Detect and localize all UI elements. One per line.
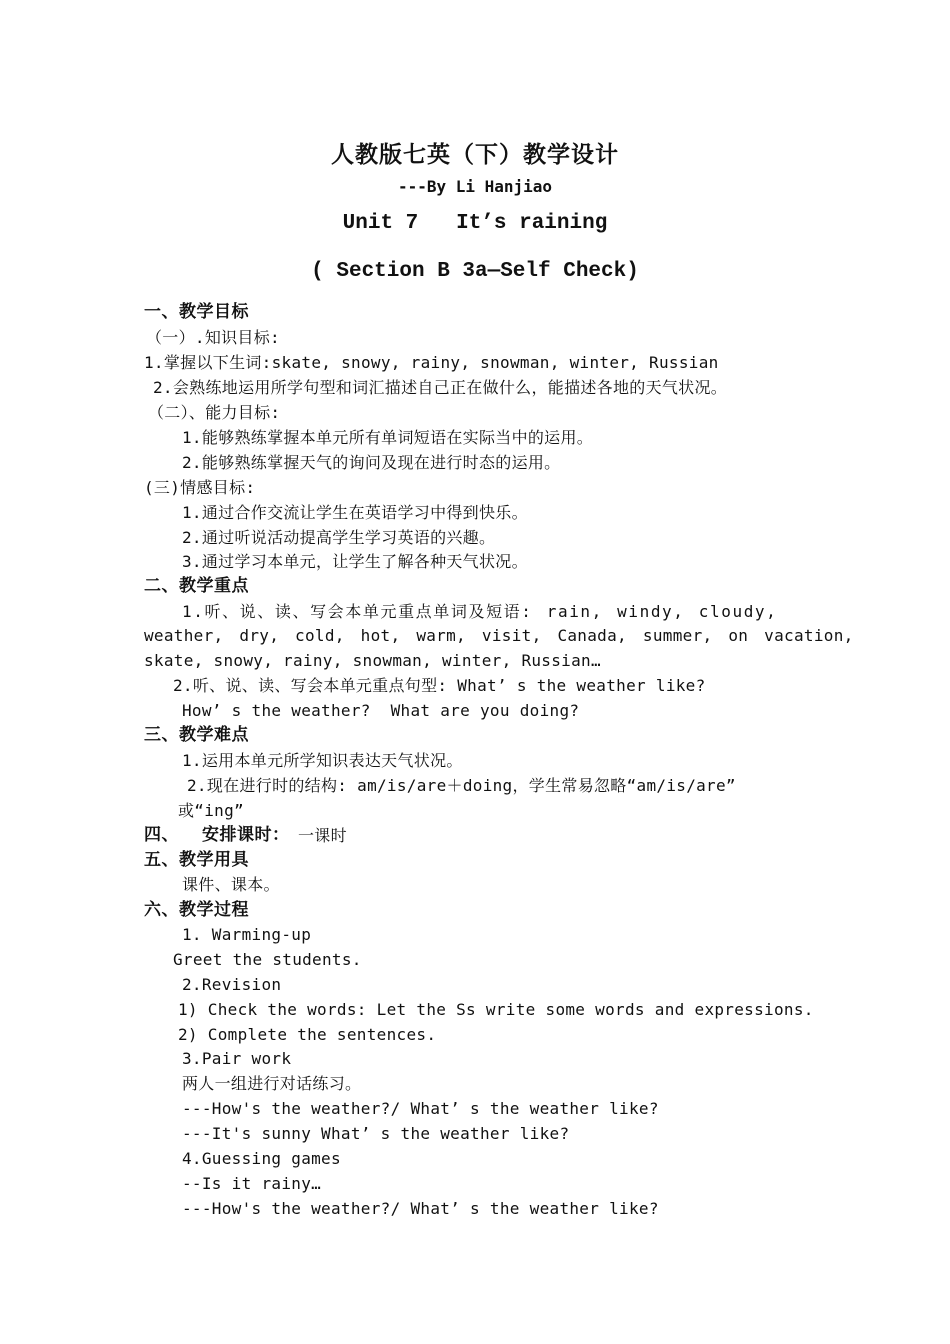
text-line: 1.听、说、读、写会本单元重点单词及短语: rain, windy, cloudy, xyxy=(182,602,778,621)
heading-process: 六、教学过程 xyxy=(144,900,249,920)
heading-key-points: 二、教学重点 xyxy=(144,576,249,596)
text-line: How’ s the weather? What are you doing? xyxy=(182,701,580,720)
unit-heading: Unit 7 It’s raining xyxy=(342,212,608,235)
section-heading: ( Section B 3a—Self Check) xyxy=(311,260,639,283)
heading-schedule: 四、 xyxy=(144,825,179,845)
text-line: (三)情感目标: xyxy=(144,478,256,497)
text-line: 1) Check the words: Let the Ss write some words and expressions. xyxy=(178,1000,814,1019)
heading-objectives: 一、教学目标 xyxy=(144,302,249,322)
document-title: 人教版七英（下）教学设计 xyxy=(331,141,619,168)
text-line: 2.通过听说活动提高学生学习英语的兴趣。 xyxy=(182,528,496,547)
text-line: 1.能够熟练掌握本单元所有单词短语在实际当中的运用。 xyxy=(182,428,594,447)
text-line: ---It's sunny What’ s the weather like? xyxy=(182,1124,570,1143)
text-line: 3.Pair work xyxy=(182,1049,292,1068)
text-line: weather, dry, cold, hot, warm, visit, Canada, summer, on vacation, xyxy=(144,626,854,645)
text-line: 2.能够熟练掌握天气的询问及现在进行时态的运用。 xyxy=(182,453,561,472)
heading-difficulties: 三、教学难点 xyxy=(144,725,249,745)
text-line: 3.通过学习本单元，让学生了解各种天气状况。 xyxy=(182,552,528,571)
text-line: 1.运用本单元所学知识表达天气状况。 xyxy=(182,751,463,770)
text-line: 2.听、说、读、写会本单元重点句型: What’ s the weather like? xyxy=(173,676,706,695)
heading-schedule-label: 安排课时： xyxy=(202,825,290,845)
text-line: 两人一组进行对话练习。 xyxy=(182,1074,362,1093)
text-line: ---How's the weather?/ What’ s the weather like? xyxy=(182,1199,659,1218)
text-line: --Is it rainy… xyxy=(182,1174,322,1193)
heading-tools: 五、教学用具 xyxy=(144,850,249,870)
text-line: 1.通过合作交流让学生在英语学习中得到快乐。 xyxy=(182,503,528,522)
text-line: 2.Revision xyxy=(182,975,282,994)
text-line: Greet the students. xyxy=(173,950,362,969)
text-line: 一课时 xyxy=(298,826,347,845)
text-line: 4.Guessing games xyxy=(182,1149,341,1168)
text-line: skate, snowy, rainy, snowman, winter, Russian… xyxy=(144,651,601,670)
text-line: 2.会熟练地运用所学句型和词汇描述自己正在做什么，能描述各地的天气状况。 xyxy=(153,378,728,397)
text-line: （二）、能力目标: xyxy=(148,403,281,422)
text-line: （一）.知识目标: xyxy=(146,328,280,347)
text-line: 1. Warming-up xyxy=(182,925,312,944)
text-line: 2.现在进行时的结构: am/is/are＋doing，学生常易忽略“am/is/are” xyxy=(187,776,736,795)
author-byline: ---By Li Hanjiao xyxy=(397,177,553,196)
text-line: 或“ing” xyxy=(178,801,244,820)
text-line: 1.掌握以下生词:skate, snowy, rainy, snowman, winter, Russian xyxy=(144,353,719,372)
text-line: 2) Complete the sentences. xyxy=(178,1025,437,1044)
text-line: ---How's the weather?/ What’ s the weather like? xyxy=(182,1099,659,1118)
text-line: 课件、课本。 xyxy=(182,875,280,894)
